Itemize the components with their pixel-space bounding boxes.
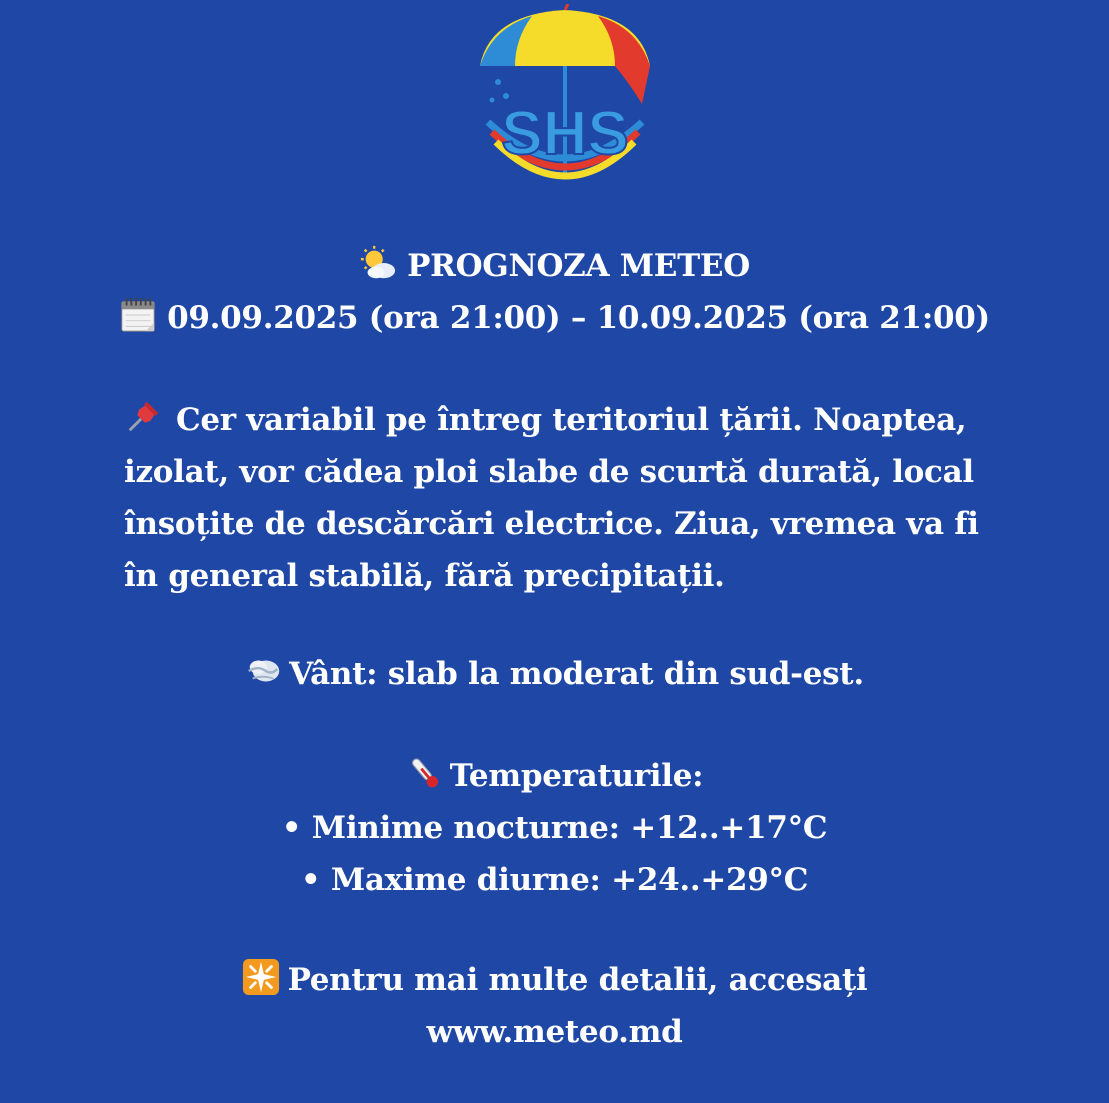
wind-line	[0, 648, 1109, 700]
header	[0, 240, 1109, 344]
shs-logo	[470, 4, 660, 194]
wind-icon	[245, 652, 283, 690]
date-range-line	[0, 292, 1109, 344]
forecast-line-3: însoțite de descărcări electrice. Ziua, vremea va fi	[124, 506, 979, 542]
temperatures-title-line	[0, 750, 1109, 802]
forecast-line-2: izolat, vor cădea ploi slabe de scurtă durată, local	[124, 454, 974, 490]
logo-text: SHS	[501, 99, 629, 168]
temperatures-title: Temperaturile:	[449, 758, 704, 794]
forecast-line-4: în general stabilă, fără precipitații.	[124, 558, 725, 594]
temperature-minimum: • Minime nocturne: +12..+17°C	[281, 810, 828, 846]
sun-behind-cloud-icon	[359, 244, 397, 282]
details-text: Pentru mai multe detalii, accesați	[287, 962, 868, 998]
details-section	[0, 954, 1109, 1058]
forecast-line-1: Cer variabil pe întreg teritoriul țării. Noaptea,	[124, 394, 1024, 446]
details-line	[0, 954, 1109, 1006]
temperatures-section	[0, 750, 1109, 906]
thermometer-icon	[406, 754, 444, 792]
temperature-maximum: • Maxime diurne: +24..+29°C	[300, 862, 809, 898]
forecast-title-line	[0, 240, 1109, 292]
wind-text: Vânt: slab la moderat din sud-est.	[289, 656, 864, 692]
sparkle-icon	[242, 958, 280, 996]
forecast-title: PROGNOZA METEO	[407, 248, 750, 284]
calendar-icon	[119, 296, 157, 334]
date-range: 09.09.2025 (ora 21:00) – 10.09.2025 (ora 21:00)	[167, 300, 990, 336]
forecast-description	[124, 394, 1024, 602]
wind-section	[0, 648, 1109, 700]
website-link[interactable]: www.meteo.md	[426, 1014, 683, 1050]
pushpin-icon	[124, 398, 162, 436]
